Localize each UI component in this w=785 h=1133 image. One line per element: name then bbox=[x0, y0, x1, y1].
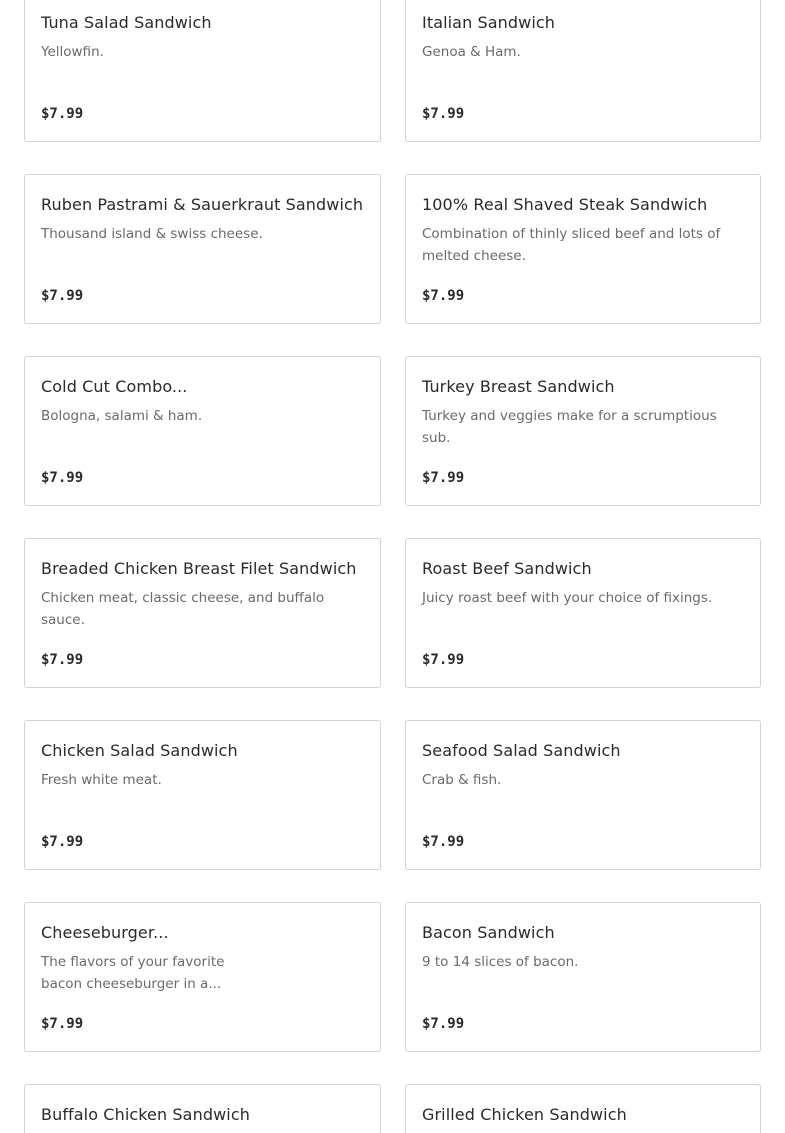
menu-item-name: Grilled Chicken Sandwich bbox=[422, 1105, 627, 1124]
menu-item-name: Italian Sandwich bbox=[422, 13, 556, 32]
menu-item-name: 100% Real Shaved Steak Sandwich bbox=[422, 195, 708, 214]
menu-item-card[interactable] bbox=[405, 1084, 761, 1133]
menu-item-card[interactable] bbox=[405, 174, 761, 324]
menu-item-name: Ruben Pastrami & Sauerkraut Sandwich bbox=[41, 195, 364, 214]
menu-item-description: Yellowfin. bbox=[41, 44, 104, 60]
menu-item-card[interactable] bbox=[405, 902, 761, 1052]
menu-item-card[interactable] bbox=[24, 902, 381, 1052]
menu-item-price: $7.99 bbox=[422, 1016, 465, 1032]
menu-item-price: $7.99 bbox=[41, 1016, 84, 1032]
menu-item-grid bbox=[24, 0, 761, 1133]
menu-item-name: Chicken Salad Sandwich bbox=[41, 741, 238, 760]
menu-item-card[interactable] bbox=[405, 720, 761, 870]
menu-item-price: $7.99 bbox=[422, 652, 465, 668]
menu-item-name: Buffalo Chicken Sandwich bbox=[41, 1105, 250, 1124]
menu-item-price: $7.99 bbox=[41, 834, 84, 850]
menu-item-price: $7.99 bbox=[41, 652, 84, 668]
menu-item-price: $7.99 bbox=[422, 834, 465, 850]
menu-item-name: Cheeseburger... bbox=[41, 923, 169, 942]
menu-item-card[interactable] bbox=[405, 0, 761, 142]
menu-item-card[interactable] bbox=[24, 356, 381, 506]
menu-item-card[interactable] bbox=[24, 538, 381, 688]
menu-item-description: Bologna, salami & ham. bbox=[41, 408, 203, 424]
menu-item-name: Tuna Salad Sandwich bbox=[41, 13, 212, 32]
menu-item-card[interactable] bbox=[24, 174, 381, 324]
menu-item-name: Bacon Sandwich bbox=[422, 923, 555, 942]
menu-item-card[interactable] bbox=[24, 1084, 381, 1133]
menu-item-card[interactable] bbox=[405, 356, 761, 506]
menu-item-name: Seafood Salad Sandwich bbox=[422, 741, 621, 760]
menu-item-price: $7.99 bbox=[422, 106, 465, 122]
menu-item-price: $7.99 bbox=[422, 288, 465, 304]
menu-item-name: Turkey Breast Sandwich bbox=[422, 377, 615, 396]
menu-item-description: The flavors of your favorite bacon cheeseburger in a... bbox=[41, 954, 225, 992]
menu-item-name: Cold Cut Combo... bbox=[41, 377, 188, 396]
menu-item-description: Juicy roast beef with your choice of fixings. bbox=[422, 590, 713, 606]
menu-item-description: Genoa & Ham. bbox=[422, 44, 521, 60]
menu-item-name: Roast Beef Sandwich bbox=[422, 559, 592, 578]
menu-item-description: Thousand island & swiss cheese. bbox=[41, 226, 263, 242]
menu-item-price: $7.99 bbox=[41, 288, 84, 304]
menu-item-description: Chicken meat, classic cheese, and buffalo sauce. bbox=[41, 590, 325, 628]
menu-item-card[interactable] bbox=[24, 720, 381, 870]
menu-item-price: $7.99 bbox=[41, 106, 84, 122]
menu-item-description: 9 to 14 slices of bacon. bbox=[422, 954, 579, 970]
menu-item-price: $7.99 bbox=[422, 470, 465, 486]
menu-item-description: Turkey and veggies make for a scrumptious sub. bbox=[422, 408, 717, 446]
menu-item-description: Combination of thinly sliced beef and lots of melted cheese. bbox=[422, 226, 721, 264]
menu-item-description: Crab & fish. bbox=[422, 772, 502, 788]
menu-item-price: $7.99 bbox=[41, 470, 84, 486]
menu-item-card[interactable] bbox=[405, 538, 761, 688]
menu-item-description: Fresh white meat. bbox=[41, 772, 162, 788]
menu-item-name: Breaded Chicken Breast Filet Sandwich bbox=[41, 559, 357, 578]
menu-item-card[interactable] bbox=[24, 0, 381, 142]
